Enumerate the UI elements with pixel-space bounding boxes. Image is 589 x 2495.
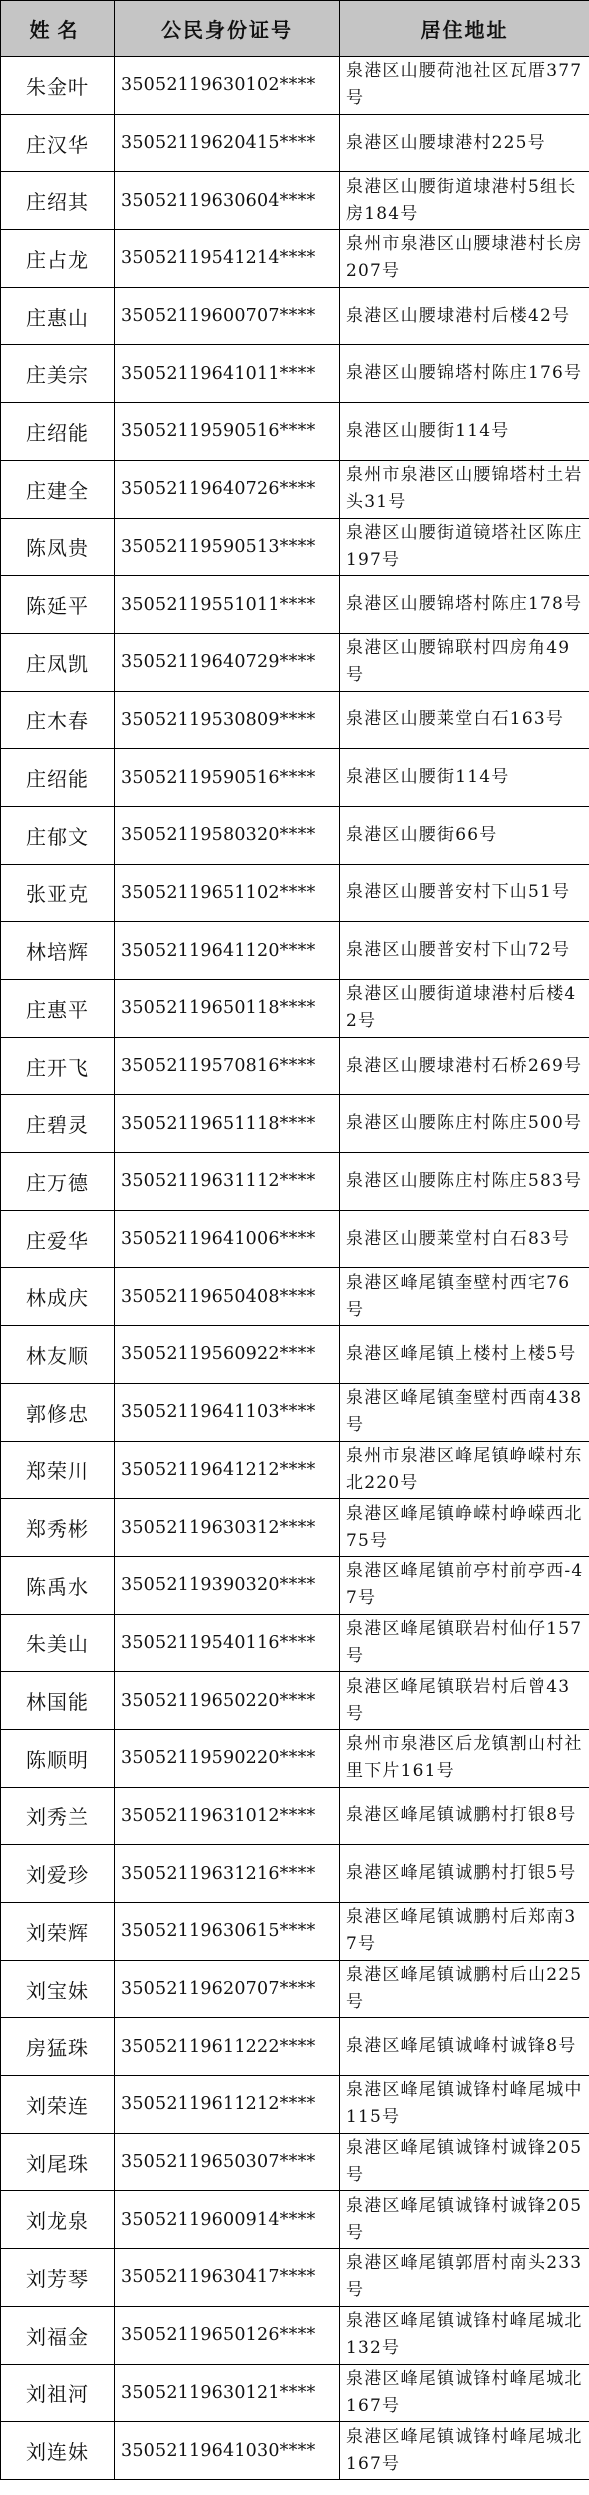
- row-name-cell: 庄碧灵: [1, 1095, 115, 1153]
- row-name-cell: 庄木春: [1, 691, 115, 749]
- row-id-cell: 35052119630312****: [115, 1499, 340, 1557]
- table-row: [1, 1210, 589, 1268]
- header-id: 公民身份证号: [115, 1, 340, 57]
- row-name-cell: 庄汉华: [1, 114, 115, 172]
- header-row: [1, 1, 589, 57]
- table-row: [1, 691, 589, 749]
- row-id-cell: 35052119641006****: [115, 1210, 340, 1268]
- row-address-cell: 泉港区峰尾镇上楼村上楼5号: [340, 1326, 589, 1384]
- row-address-cell: 泉港区峰尾镇奎壁村西南438号: [340, 1383, 589, 1441]
- table-row: [1, 806, 589, 864]
- row-name-cell: 庄美宗: [1, 345, 115, 403]
- table-row: [1, 57, 589, 115]
- row-id-cell: 35052119631012****: [115, 1787, 340, 1845]
- row-address-cell: 泉港区峰尾镇诚锋村诚锋205号: [340, 2133, 589, 2191]
- row-name-cell: 陈禹水: [1, 1556, 115, 1614]
- table-row: [1, 1556, 589, 1614]
- row-name-cell: 刘芳琴: [1, 2249, 115, 2307]
- row-address-cell: 泉港区山腰埭港村225号: [340, 114, 589, 172]
- row-id-cell: 35052119641120****: [115, 922, 340, 980]
- table-row: [1, 230, 589, 288]
- row-name-cell: 刘龙泉: [1, 2191, 115, 2249]
- row-id-cell: 35052119611212****: [115, 2076, 340, 2134]
- row-address-cell: 泉港区峰尾镇诚锋村诚锋205号: [340, 2191, 589, 2249]
- row-address-cell: 泉港区峰尾镇诚鹏村打银5号: [340, 1845, 589, 1903]
- row-id-cell: 35052119551011****: [115, 576, 340, 634]
- row-name-cell: 庄万德: [1, 1153, 115, 1211]
- row-address-cell: 泉港区峰尾镇联岩村仙仔157号: [340, 1614, 589, 1672]
- row-address-cell: 泉港区山腰埭港村石桥269号: [340, 1037, 589, 1095]
- row-name-cell: 刘爱珍: [1, 1845, 115, 1903]
- table-row: [1, 576, 589, 634]
- row-address-cell: 泉港区山腰街114号: [340, 749, 589, 807]
- row-id-cell: 35052119590220****: [115, 1729, 340, 1787]
- row-address-cell: 泉港区峰尾镇诚鹏村后山225号: [340, 1960, 589, 2018]
- row-name-cell: 朱美山: [1, 1614, 115, 1672]
- row-id-cell: 35052119611222****: [115, 2018, 340, 2076]
- table-row: [1, 980, 589, 1038]
- table-row: [1, 2364, 589, 2422]
- row-id-cell: 35052119650307****: [115, 2133, 340, 2191]
- row-id-cell: 35052119590516****: [115, 403, 340, 461]
- row-name-cell: 刘福金: [1, 2306, 115, 2364]
- row-address-cell: 泉港区山腰街66号: [340, 806, 589, 864]
- row-id-cell: 35052119541214****: [115, 230, 340, 288]
- row-id-cell: 35052119530809****: [115, 691, 340, 749]
- row-id-cell: 35052119641212****: [115, 1441, 340, 1499]
- row-name-cell: 林国能: [1, 1672, 115, 1730]
- row-name-cell: 郑荣川: [1, 1441, 115, 1499]
- row-id-cell: 35052119641030****: [115, 2422, 340, 2480]
- row-name-cell: 庄建全: [1, 460, 115, 518]
- row-name-cell: 林友顺: [1, 1326, 115, 1384]
- row-id-cell: 35052119580320****: [115, 806, 340, 864]
- row-name-cell: 林培辉: [1, 922, 115, 980]
- row-id-cell: 35052119650126****: [115, 2306, 340, 2364]
- table-row: [1, 1383, 589, 1441]
- row-id-cell: 35052119620707****: [115, 1960, 340, 2018]
- table-row: [1, 1037, 589, 1095]
- row-id-cell: 35052119640729****: [115, 633, 340, 691]
- table-row: [1, 518, 589, 576]
- row-id-cell: 35052119600914****: [115, 2191, 340, 2249]
- table-row: [1, 1729, 589, 1787]
- row-address-cell: 泉港区峰尾镇峥嵘村峥嵘西北75号: [340, 1499, 589, 1557]
- row-address-cell: 泉港区山腰锦塔村陈庄176号: [340, 345, 589, 403]
- row-address-cell: 泉州市泉港区后龙镇割山村社里下片161号: [340, 1729, 589, 1787]
- row-name-cell: 郑秀彬: [1, 1499, 115, 1557]
- table-row: [1, 2191, 589, 2249]
- table-row: [1, 2306, 589, 2364]
- row-id-cell: 35052119560922****: [115, 1326, 340, 1384]
- row-id-cell: 35052119640726****: [115, 460, 340, 518]
- table-row: [1, 1672, 589, 1730]
- row-name-cell: 刘宝妹: [1, 1960, 115, 2018]
- row-id-cell: 35052119650118****: [115, 980, 340, 1038]
- table-row: [1, 2133, 589, 2191]
- row-id-cell: 35052119630604****: [115, 172, 340, 230]
- row-address-cell: 泉港区峰尾镇联岩村后曾43号: [340, 1672, 589, 1730]
- table-row: [1, 864, 589, 922]
- table-row: [1, 1960, 589, 2018]
- row-name-cell: 陈凤贵: [1, 518, 115, 576]
- row-name-cell: 刘秀兰: [1, 1787, 115, 1845]
- row-id-cell: 35052119540116****: [115, 1614, 340, 1672]
- table-row: [1, 749, 589, 807]
- row-id-cell: 35052119590513****: [115, 518, 340, 576]
- row-address-cell: 泉港区山腰街道镜塔社区陈庄197号: [340, 518, 589, 576]
- table-row: [1, 1153, 589, 1211]
- row-address-cell: 泉港区峰尾镇郭厝村南头233号: [340, 2249, 589, 2307]
- row-name-cell: 庄开飞: [1, 1037, 115, 1095]
- table-row: [1, 922, 589, 980]
- row-name-cell: 朱金叶: [1, 57, 115, 115]
- row-address-cell: 泉港区山腰街114号: [340, 403, 589, 461]
- row-name-cell: 庄惠平: [1, 980, 115, 1038]
- row-name-cell: 刘尾珠: [1, 2133, 115, 2191]
- row-id-cell: 35052119651102****: [115, 864, 340, 922]
- table-row: [1, 2422, 589, 2480]
- row-id-cell: 35052119630417****: [115, 2249, 340, 2307]
- row-address-cell: 泉港区峰尾镇诚锋村峰尾城北167号: [340, 2422, 589, 2480]
- row-address-cell: 泉港区山腰莱堂白石163号: [340, 691, 589, 749]
- row-id-cell: 35052119570816****: [115, 1037, 340, 1095]
- row-name-cell: 庄绍其: [1, 172, 115, 230]
- row-name-cell: 庄惠山: [1, 287, 115, 345]
- row-address-cell: 泉港区山腰陈庄村陈庄500号: [340, 1095, 589, 1153]
- row-address-cell: 泉港区山腰街道埭港村5组长房184号: [340, 172, 589, 230]
- header-address: 居住地址: [340, 1, 589, 57]
- table-row: [1, 2018, 589, 2076]
- row-id-cell: 35052119650220****: [115, 1672, 340, 1730]
- row-name-cell: 房猛珠: [1, 2018, 115, 2076]
- row-name-cell: 庄绍能: [1, 749, 115, 807]
- row-id-cell: 35052119630102****: [115, 57, 340, 115]
- row-id-cell: 35052119641011****: [115, 345, 340, 403]
- row-address-cell: 泉港区山腰莱堂村白石83号: [340, 1210, 589, 1268]
- row-id-cell: 35052119631216****: [115, 1845, 340, 1903]
- row-address-cell: 泉港区山腰埭港村后楼42号: [340, 287, 589, 345]
- row-address-cell: 泉港区峰尾镇诚峰村诚锋8号: [340, 2018, 589, 2076]
- table-row: [1, 1903, 589, 1961]
- row-name-cell: 陈延平: [1, 576, 115, 634]
- row-id-cell: 35052119390320****: [115, 1556, 340, 1614]
- row-id-cell: 35052119641103****: [115, 1383, 340, 1441]
- row-name-cell: 郭修忠: [1, 1383, 115, 1441]
- row-name-cell: 庄爱华: [1, 1210, 115, 1268]
- row-address-cell: 泉州市泉港区峰尾镇峥嵘村东北220号: [340, 1441, 589, 1499]
- table-row: [1, 1845, 589, 1903]
- table-row: [1, 1095, 589, 1153]
- table-row: [1, 172, 589, 230]
- row-address-cell: 泉港区峰尾镇奎壁村西宅76号: [340, 1268, 589, 1326]
- table-body: [1, 57, 589, 2480]
- row-id-cell: 35052119590516****: [115, 749, 340, 807]
- row-address-cell: 泉港区峰尾镇诚锋村峰尾城北167号: [340, 2364, 589, 2422]
- row-address-cell: 泉港区峰尾镇前亭村前亭西-47号: [340, 1556, 589, 1614]
- row-address-cell: 泉港区峰尾镇诚鹏村打银8号: [340, 1787, 589, 1845]
- table-row: [1, 1499, 589, 1557]
- row-name-cell: 刘连妹: [1, 2422, 115, 2480]
- row-name-cell: 庄占龙: [1, 230, 115, 288]
- row-id-cell: 35052119631112****: [115, 1153, 340, 1211]
- row-address-cell: 泉港区山腰普安村下山72号: [340, 922, 589, 980]
- row-name-cell: 刘祖河: [1, 2364, 115, 2422]
- row-address-cell: 泉港区峰尾镇诚鹏村后郑南37号: [340, 1903, 589, 1961]
- row-id-cell: 35052119620415****: [115, 114, 340, 172]
- row-name-cell: 刘荣辉: [1, 1903, 115, 1961]
- row-address-cell: 泉港区山腰锦联村四房角49号: [340, 633, 589, 691]
- row-address-cell: 泉港区峰尾镇诚锋村峰尾城北132号: [340, 2306, 589, 2364]
- table-row: [1, 114, 589, 172]
- row-name-cell: 陈顺明: [1, 1729, 115, 1787]
- table-row: [1, 1787, 589, 1845]
- table-row: [1, 345, 589, 403]
- table-row: [1, 1268, 589, 1326]
- row-address-cell: 泉港区山腰荷池社区瓦厝377号: [340, 57, 589, 115]
- header-name: 姓名: [1, 1, 115, 57]
- row-id-cell: 35052119600707****: [115, 287, 340, 345]
- row-id-cell: 35052119630121****: [115, 2364, 340, 2422]
- row-id-cell: 35052119651118****: [115, 1095, 340, 1153]
- row-id-cell: 35052119630615****: [115, 1903, 340, 1961]
- row-address-cell: 泉州市泉港区山腰埭港村长房207号: [340, 230, 589, 288]
- row-name-cell: 林成庆: [1, 1268, 115, 1326]
- row-address-cell: 泉港区山腰街道埭港村后楼42号: [340, 980, 589, 1038]
- table-row: [1, 403, 589, 461]
- row-name-cell: 庄凤凯: [1, 633, 115, 691]
- table-row: [1, 2249, 589, 2307]
- row-address-cell: 泉州市泉港区山腰锦塔村土岩头31号: [340, 460, 589, 518]
- table-row: [1, 2076, 589, 2134]
- row-name-cell: 庄绍能: [1, 403, 115, 461]
- table-row: [1, 1614, 589, 1672]
- row-address-cell: 泉港区峰尾镇诚锋村峰尾城中115号: [340, 2076, 589, 2134]
- table-row: [1, 287, 589, 345]
- row-name-cell: 张亚克: [1, 864, 115, 922]
- table-row: [1, 1326, 589, 1384]
- row-address-cell: 泉港区山腰陈庄村陈庄583号: [340, 1153, 589, 1211]
- row-name-cell: 庄郁文: [1, 806, 115, 864]
- table-row: [1, 460, 589, 518]
- table-row: [1, 633, 589, 691]
- row-name-cell: 刘荣连: [1, 2076, 115, 2134]
- row-address-cell: 泉港区山腰锦塔村陈庄178号: [340, 576, 589, 634]
- row-address-cell: 泉港区山腰普安村下山51号: [340, 864, 589, 922]
- table-row: [1, 1441, 589, 1499]
- row-id-cell: 35052119650408****: [115, 1268, 340, 1326]
